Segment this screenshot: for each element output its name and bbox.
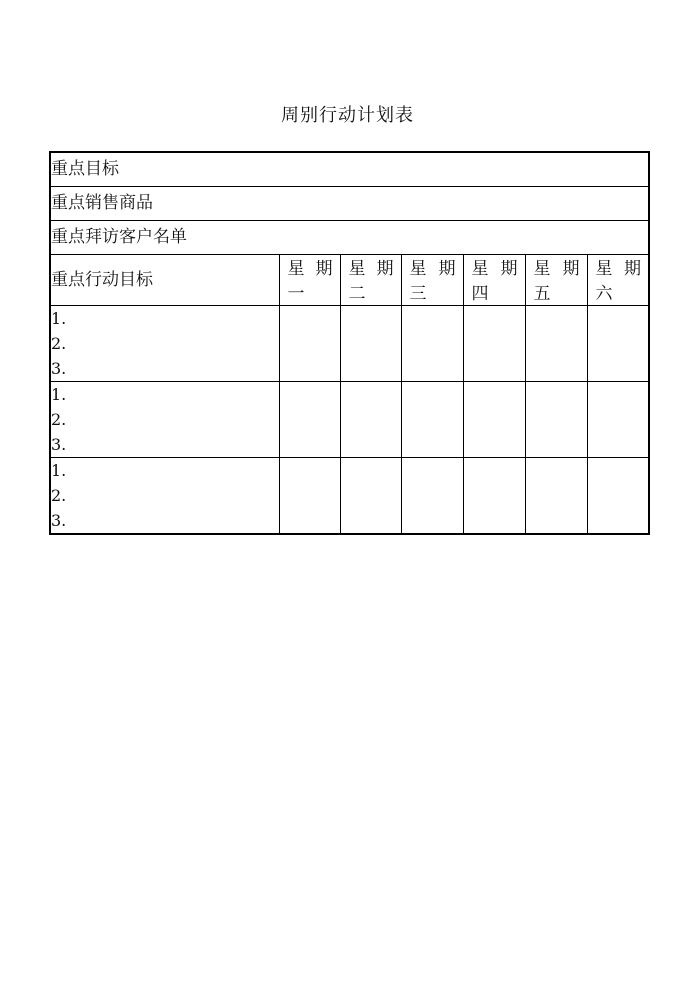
day-char: 期: [624, 259, 641, 279]
day-header-wed: [401, 255, 463, 306]
day-cell-empty[interactable]: [401, 458, 463, 535]
day-char: 五: [533, 284, 551, 304]
day-char: 期: [562, 259, 580, 279]
day-char: 星: [409, 259, 427, 279]
day-header-tue: [340, 255, 401, 306]
day-cell-empty[interactable]: [463, 458, 525, 535]
day-char: 星: [348, 259, 366, 279]
list-item: 2.: [51, 486, 67, 505]
action-plan-table: [49, 151, 650, 535]
day-char: 期: [376, 259, 394, 279]
list-item: 1.: [51, 461, 67, 480]
day-cell-empty[interactable]: [340, 306, 401, 382]
day-cell-empty[interactable]: [587, 382, 649, 458]
day-header-thu: [463, 255, 525, 306]
page-title: 周别行动计划表: [281, 105, 414, 126]
day-header-sat: [587, 255, 649, 306]
focus-goal-label: 重点目标: [50, 152, 649, 187]
action-items-cell[interactable]: [50, 306, 279, 382]
day-char: 星: [595, 259, 613, 279]
day-char: 二: [348, 284, 366, 304]
day-cell-empty[interactable]: [340, 382, 401, 458]
day-char: 星: [287, 259, 305, 279]
action-items-cell[interactable]: [50, 458, 279, 535]
day-char: 四: [471, 284, 489, 304]
day-cell-empty[interactable]: [587, 306, 649, 382]
list-item: 1.: [51, 385, 67, 404]
day-cell-empty[interactable]: [401, 306, 463, 382]
row-focus-goal: [50, 152, 649, 187]
focus-customers-label: 重点拜访客户名单: [50, 221, 649, 255]
day-cell-empty[interactable]: [279, 382, 340, 458]
day-cell-empty[interactable]: [525, 306, 587, 382]
day-header-fri: [525, 255, 587, 306]
action-block-3: [50, 458, 649, 535]
day-cell-empty[interactable]: [587, 458, 649, 535]
day-cell-empty[interactable]: [525, 458, 587, 535]
row-focus-products: [50, 187, 649, 221]
day-cell-empty[interactable]: [279, 458, 340, 535]
focus-products-label: 重点销售商品: [50, 187, 649, 221]
day-char: 星: [533, 259, 551, 279]
day-char: 星: [471, 259, 489, 279]
day-char: 六: [595, 284, 613, 304]
list-item: 3.: [51, 511, 67, 530]
list-item: 1.: [51, 309, 67, 328]
list-item: 2.: [51, 334, 67, 353]
row-focus-customers: [50, 221, 649, 255]
day-char: 期: [315, 259, 333, 279]
day-char: 一: [287, 284, 305, 304]
action-block-1: [50, 306, 649, 382]
table-header-row: [50, 255, 649, 306]
day-cell-empty[interactable]: [463, 382, 525, 458]
day-char: 期: [438, 259, 456, 279]
day-cell-empty[interactable]: [463, 306, 525, 382]
day-header-mon: [279, 255, 340, 306]
list-item: 2.: [51, 410, 67, 429]
day-cell-empty[interactable]: [340, 458, 401, 535]
list-item: 3.: [51, 359, 67, 378]
action-goal-header: 重点行动目标: [50, 255, 279, 306]
day-char: 期: [500, 259, 518, 279]
action-block-2: [50, 382, 649, 458]
day-cell-empty[interactable]: [401, 382, 463, 458]
day-cell-empty[interactable]: [279, 306, 340, 382]
day-cell-empty[interactable]: [525, 382, 587, 458]
day-char: 三: [409, 284, 427, 304]
list-item: 3.: [51, 435, 67, 454]
action-items-cell[interactable]: [50, 382, 279, 458]
